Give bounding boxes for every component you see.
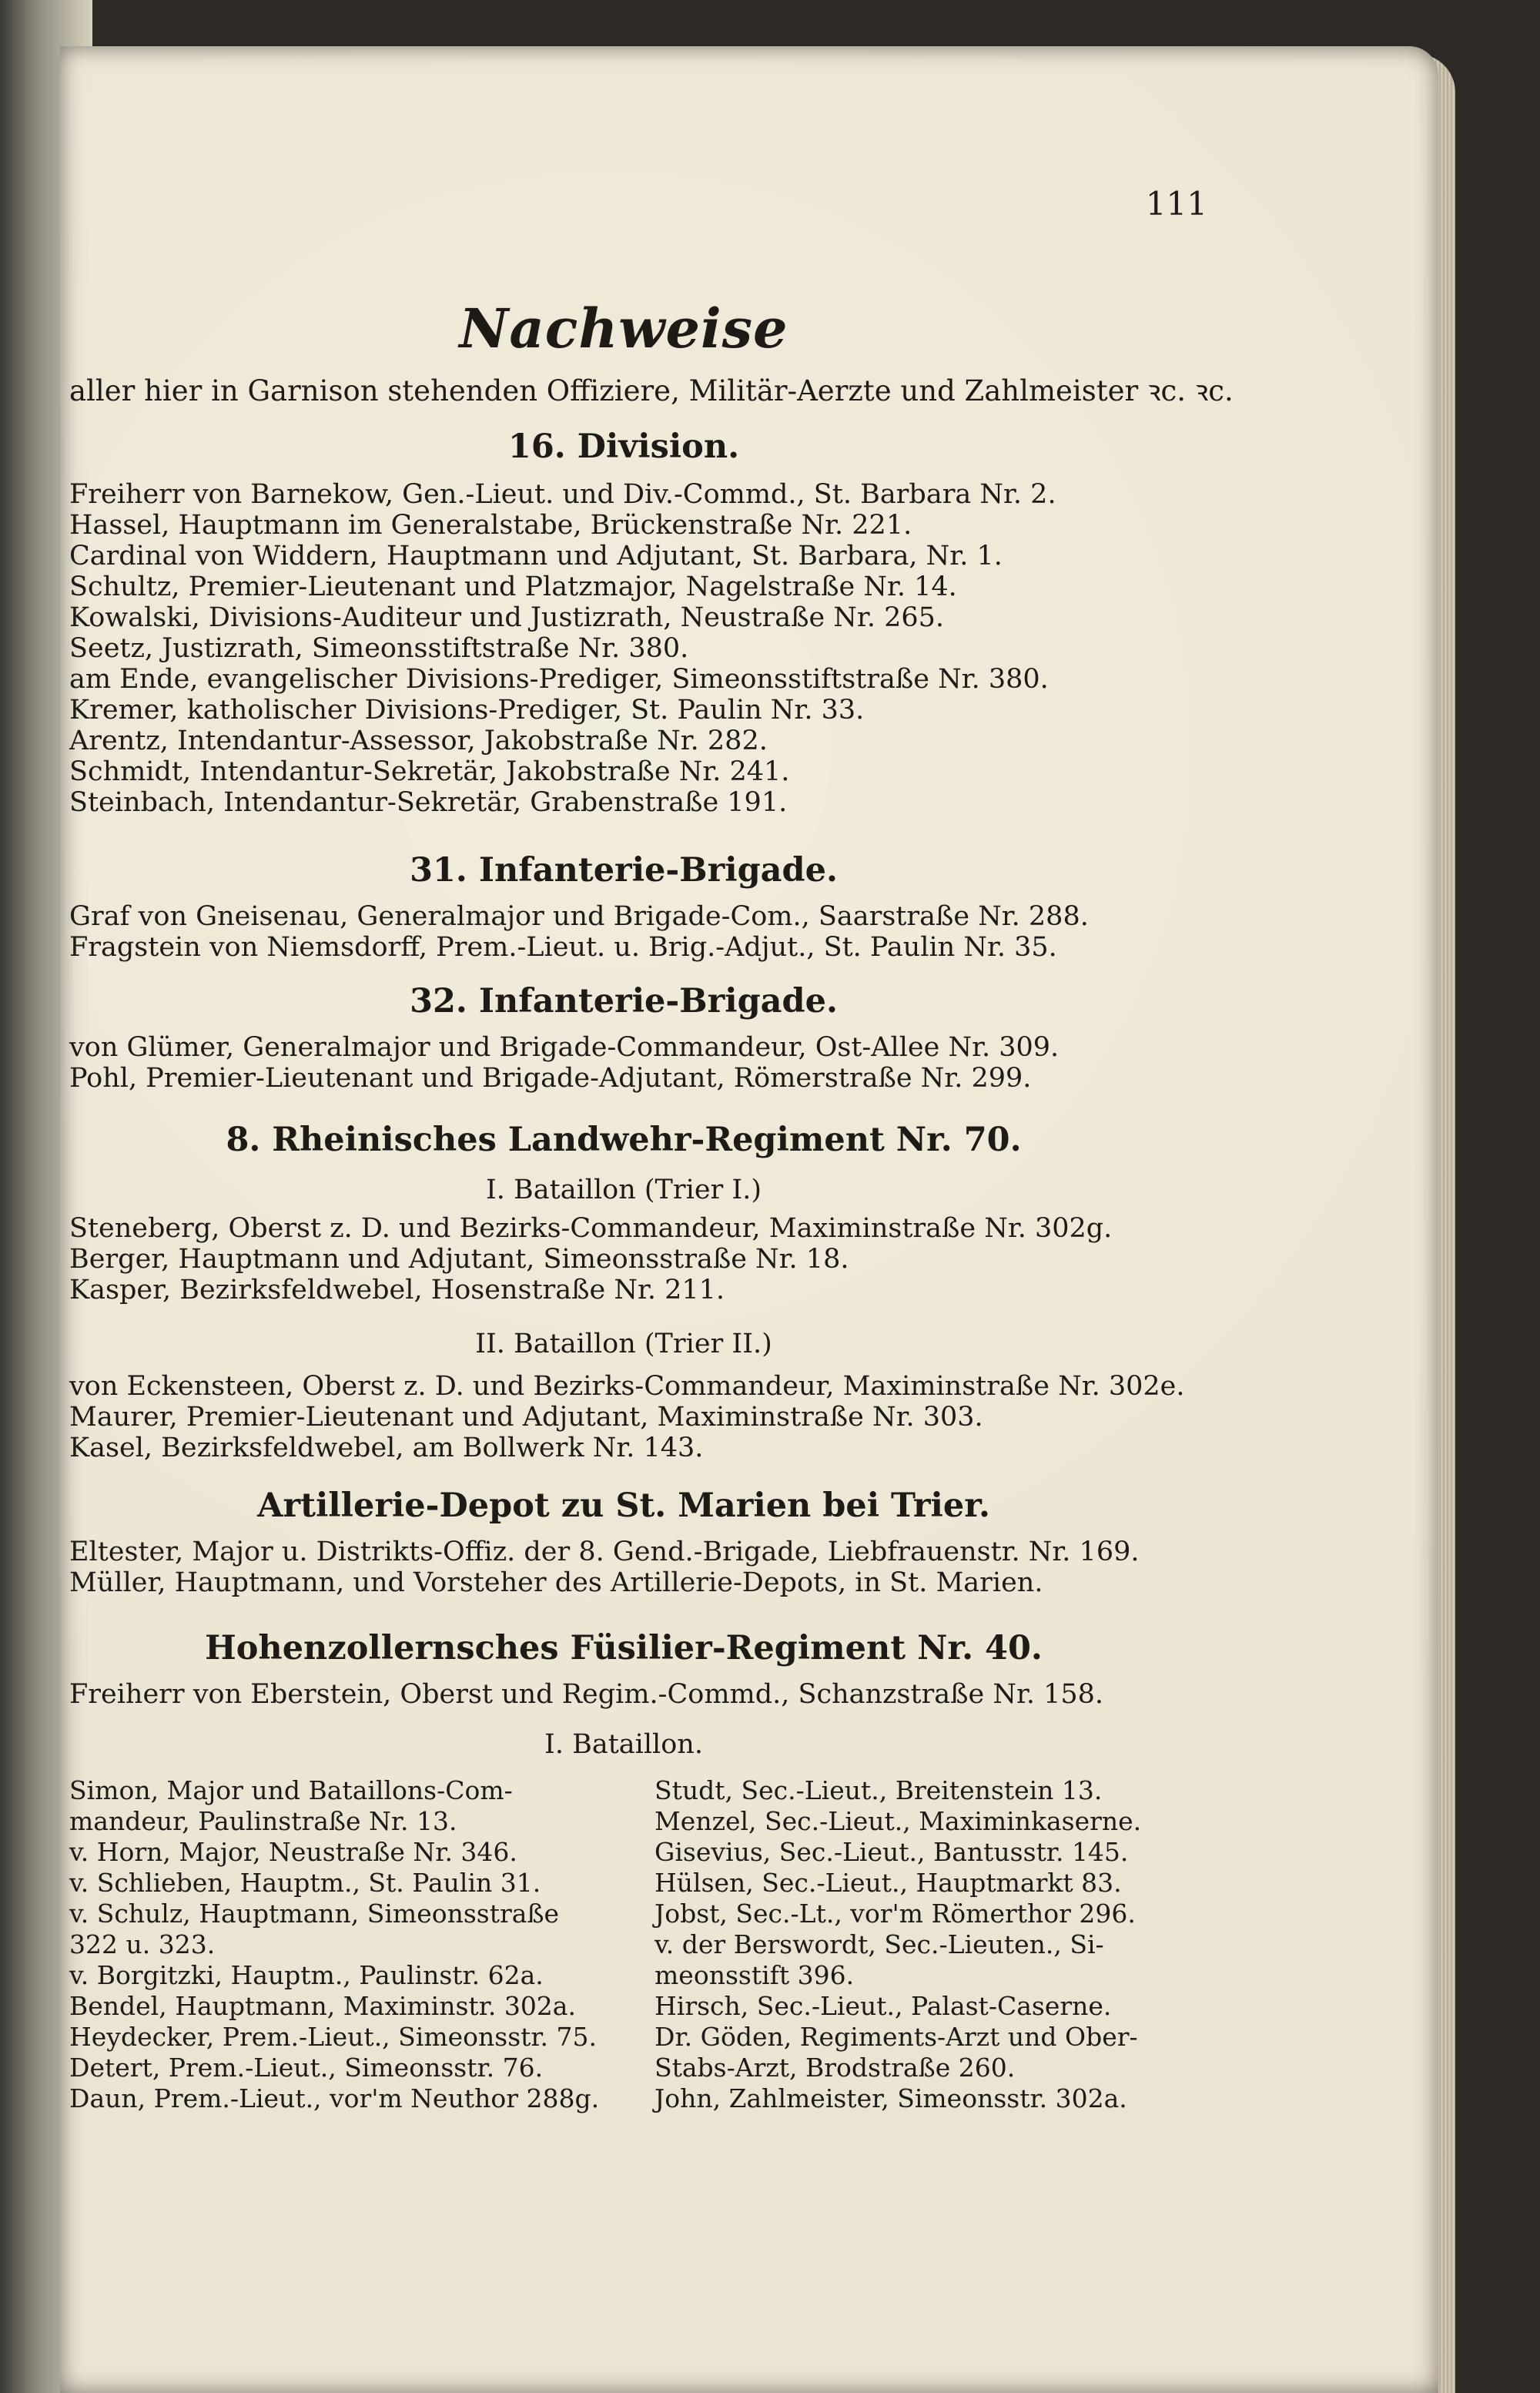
right-column-line: Stabs-Arzt, Brodstraße 260. [654, 2053, 1016, 2083]
entry-line: Kremer, katholischer Divisions-Prediger, St. Paulin Nr. 33. [69, 695, 865, 726]
entry-line: Freiherr von Eberstein, Oberst und Regim.-Commd., Schanzstraße Nr. 158. [69, 1679, 1104, 1710]
left-column-line: 322 u. 323. [69, 1929, 216, 1959]
subheading-bataillon: I. Bataillon. [544, 1729, 703, 1760]
subheading-bataillon-1: I. Bataillon (Trier I.) [485, 1175, 762, 1205]
left-column-line: v. Borgitzki, Hauptm., Paulinstr. 62a. [69, 1960, 544, 1990]
left-column-line: v. Horn, Major, Neustraße Nr. 346. [69, 1837, 517, 1867]
right-column-line: John, Zahlmeister, Simeonsstr. 302a. [654, 2083, 1127, 2113]
left-column-line: Bendel, Hauptmann, Maximinstr. 302a. [69, 1991, 576, 2021]
page-number: 111 [1145, 185, 1207, 223]
page-title: Nachweise [459, 297, 788, 360]
section-heading-31-brigade: 31. Infanterie-Brigade. [410, 851, 838, 890]
entry-line: von Glümer, Generalmajor und Brigade-Commandeur, Ost-Allee Nr. 309. [69, 1032, 1060, 1063]
left-column-line: v. Schlieben, Hauptm., St. Paulin 31. [69, 1868, 541, 1898]
entry-line: Arentz, Intendantur-Assessor, Jakobstraße Nr. 282. [69, 726, 768, 756]
entry-line: Berger, Hauptmann und Adjutant, Simeonsstraße Nr. 18. [69, 1244, 849, 1275]
left-column-line: Simon, Major und Bataillons-Com- [69, 1775, 513, 1805]
section-heading-landwehr-regiment: 8. Rheinisches Landwehr-Regiment Nr. 70. [226, 1121, 1022, 1159]
left-column-line: v. Schulz, Hauptmann, Simeonsstraße [69, 1899, 560, 1929]
right-column-line: Menzel, Sec.-Lieut., Maximinkaserne. [654, 1806, 1142, 1836]
section-heading-fusilier-regiment: Hohenzollernsches Füsilier-Regiment Nr. 40. [205, 1629, 1043, 1667]
entry-line: Kasper, Bezirksfeldwebel, Hosenstraße Nr. 211. [69, 1275, 725, 1305]
entry-line: Steneberg, Oberst z. D. und Bezirks-Commandeur, Maximinstraße Nr. 302g. [69, 1213, 1113, 1244]
left-column-line: Daun, Prem.-Lieut., vor'm Neuthor 288g. [69, 2083, 600, 2113]
entry-line: Eltester, Major u. Distrikts-Offiz. der 8. Gend.-Brigade, Liebfrauenstr. Nr. 169. [69, 1537, 1140, 1567]
right-column-line: Jobst, Sec.-Lt., vor'm Römerthor 296. [654, 1899, 1136, 1929]
right-column-line: Hirsch, Sec.-Lieut., Palast-Caserne. [654, 1991, 1112, 2021]
entry-line: Pohl, Premier-Lieutenant und Brigade-Adjutant, Römerstraße Nr. 299. [69, 1063, 1032, 1094]
entry-line: Schmidt, Intendantur-Sekretär, Jakobstraße Nr. 241. [69, 756, 790, 787]
right-column-line: Studt, Sec.-Lieut., Breitenstein 13. [654, 1775, 1103, 1805]
entry-line: Seetz, Justizrath, Simeonsstiftstraße Nr. 380. [69, 633, 689, 664]
entry-line: Kasel, Bezirksfeldwebel, am Bollwerk Nr. 143. [69, 1433, 704, 1463]
entry-line: Cardinal von Widdern, Hauptmann und Adjutant, St. Barbara, Nr. 1. [69, 541, 1003, 571]
right-column-line: Hülsen, Sec.-Lieut., Hauptmarkt 83. [654, 1868, 1122, 1898]
entry-line: Steinbach, Intendantur-Sekretär, Grabenstraße 191. [69, 787, 788, 818]
section-heading-16-division: 16. Division. [507, 427, 740, 466]
entry-line: Müller, Hauptmann, und Vorsteher des Artillerie-Depots, in St. Marien. [69, 1567, 1043, 1598]
subheading-bataillon-2: II. Bataillon (Trier II.) [475, 1329, 772, 1359]
entry-line: am Ende, evangelischer Divisions-Prediger, Simeonsstiftstraße Nr. 380. [69, 664, 1049, 695]
entry-line: Schultz, Premier-Lieutenant und Platzmajor, Nagelstraße Nr. 14. [69, 571, 957, 602]
page-subtitle: aller hier in Garnison stehenden Offiziere, Militär-Aerzte und Zahlmeister ꝛc. ꝛc. [69, 374, 1234, 407]
right-column-line: Gisevius, Sec.-Lieut., Bantusstr. 145. [654, 1837, 1129, 1867]
right-column-line: meonsstift 396. [654, 1960, 855, 1990]
entry-line: Hassel, Hauptmann im Generalstabe, Brückenstraße Nr. 221. [69, 510, 912, 541]
entry-line: von Eckensteen, Oberst z. D. und Bezirks-Commandeur, Maximinstraße Nr. 302e. [69, 1371, 1185, 1402]
left-column-line: Heydecker, Prem.-Lieut., Simeonsstr. 75. [69, 2022, 598, 2052]
left-column-line: mandeur, Paulinstraße Nr. 13. [69, 1806, 457, 1836]
section-heading-32-brigade: 32. Infanterie-Brigade. [410, 982, 838, 1021]
left-column-line: Detert, Prem.-Lieut., Simeonsstr. 76. [69, 2053, 544, 2083]
right-column-line: Dr. Göden, Regiments-Arzt und Ober- [654, 2022, 1138, 2052]
entry-line: Kowalski, Divisions-Auditeur und Justizrath, Neustraße Nr. 265. [69, 602, 944, 633]
right-column-line: v. der Berswordt, Sec.-Lieuten., Si- [654, 1929, 1104, 1959]
section-heading-artillerie-depot: Artillerie-Depot zu St. Marien bei Trier. [257, 1486, 990, 1525]
entry-line: Freiherr von Barnekow, Gen.-Lieut. und Div.-Commd., St. Barbara Nr. 2. [69, 479, 1056, 510]
entry-line: Maurer, Premier-Lieutenant und Adjutant, Maximinstraße Nr. 303. [69, 1402, 983, 1433]
entry-line: Graf von Gneisenau, Generalmajor und Brigade-Com., Saarstraße Nr. 288. [69, 901, 1089, 932]
entry-line: Fragstein von Niemsdorff, Prem.-Lieut. u. Brig.-Adjut., St. Paulin Nr. 35. [69, 932, 1057, 963]
